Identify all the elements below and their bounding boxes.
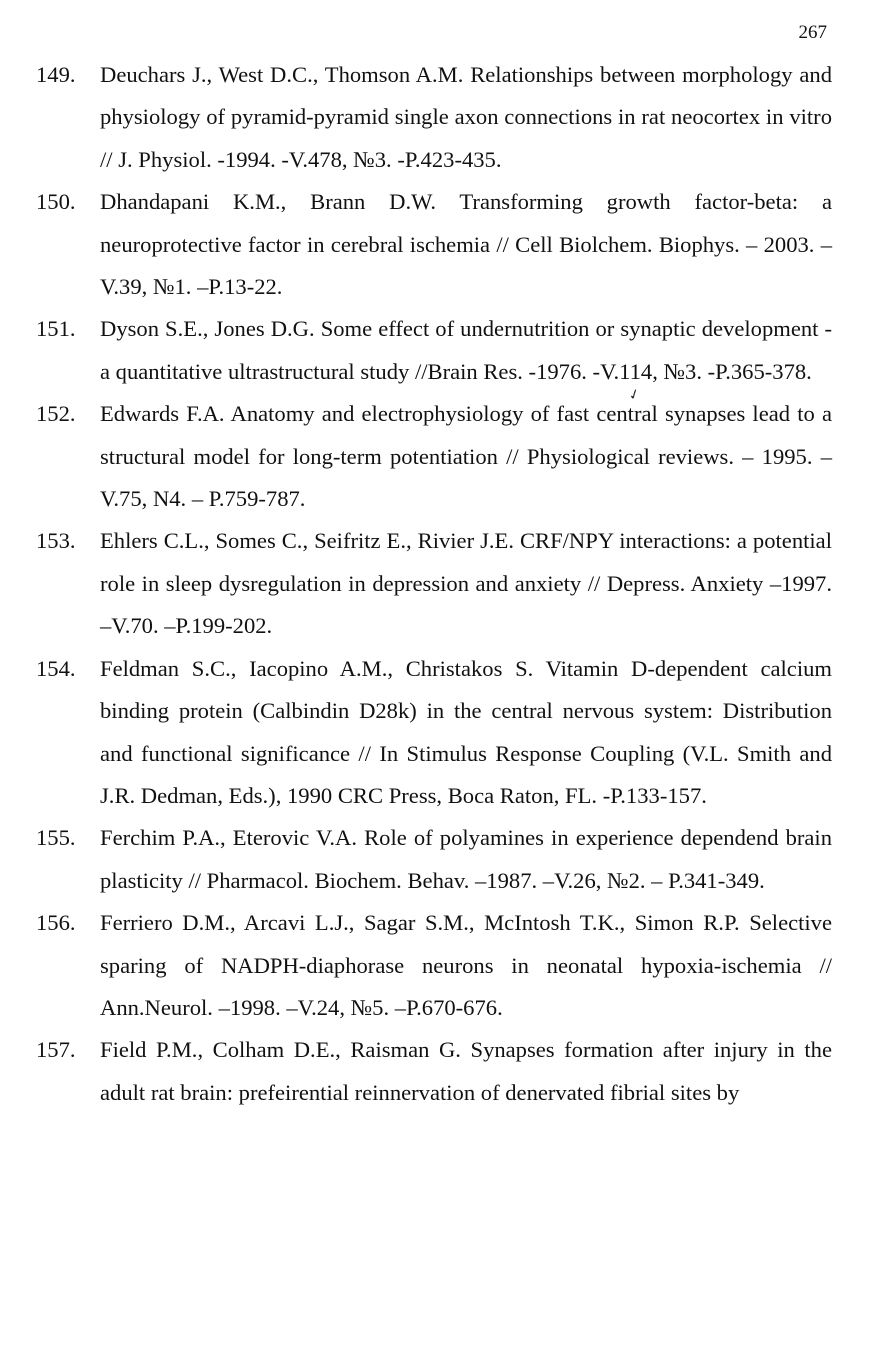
reference-number: 149. [36, 62, 76, 87]
reference-number: 154. [36, 655, 76, 681]
reference-item [36, 1029, 832, 1114]
reference-item [36, 181, 832, 308]
reference-number: 151. [36, 316, 76, 342]
reference-item [36, 393, 832, 520]
reference-number: 156. [36, 910, 76, 936]
reference-item [36, 308, 832, 393]
page-number: 267 [798, 22, 827, 43]
reference-text: Ferriero D.M., Arcavi L.J., Sagar S.M., McIntosh T.K., Simon R.P. Selective sparing of NADPH-diaphorase neurons in neonatal hypoxia-ischemia // Ann.Neurol. –1998. –V.24, №5. –P.670-676. [100, 910, 832, 1020]
reference-number: 152. [36, 401, 76, 427]
reference-item [36, 817, 832, 902]
reference-item [36, 520, 832, 647]
reference-text: Ehlers C.L., Somes C., Seifritz E., Rivier J.E. CRF/NPY interactions: a potential role in sleep dysregulation in depression and anxiety // Depress. Anxiety –1997. –V.70. –P.199-202. [100, 528, 832, 639]
reference-text: Dhandapani K.M., Brann D.W. Transforming growth factor-beta: a neuroprotective factor in cerebral ischemia // Cell Biolchem. Biophys. – 2003. –V.39, №1. –P.13-22. [100, 189, 832, 300]
stray-pen-mark: ✓ [626, 386, 643, 405]
reference-text: Deuchars J., West D.C., Thomson A.M. Relationships between morphology and physiology of pyramid-pyramid single axon connections in rat neocortex in vitro // J. Physiol. -1994. -V.478, №3. -P.423-435. [100, 62, 832, 172]
reference-item [36, 902, 832, 1029]
reference-number: 157. [36, 1037, 76, 1063]
reference-text: Edwards F.A. Anatomy and electrophysiology of fast central synapses lead to a structural model for long-term potentiation // Physiological reviews. – 1995. – V.75, N4. – P.759-787. [100, 401, 832, 512]
reference-text: Feldman S.C., Iacopino A.M., Christakos S. Vitamin D-dependent calcium binding protein (Calbindin D28k) in the central nervous system: Distribution and functional significance // In Stimulus Response Coupling (V.L. Smith and J.R. Dedman, Eds.), 1990 CRC Press, Boca Raton, FL. -P.133-157. [100, 655, 832, 808]
reference-number: 153. [36, 528, 76, 554]
reference-item [36, 648, 832, 818]
reference-text: Dyson S.E., Jones D.G. Some effect of undernutrition or synaptic development - a quantitative ultrastructural study //Brain Res. -1976. -V.114, №3. -P.365-378. [100, 316, 832, 384]
reference-item [36, 54, 832, 181]
reference-list [36, 54, 832, 1114]
reference-number: 155. [36, 825, 76, 851]
reference-number: 150. [36, 189, 76, 215]
reference-text: Ferchim P.A., Eterovic V.A. Role of polyamines in experience dependend brain plasticity // Pharmacol. Biochem. Behav. –1987. –V.26, №2. – P.341-349. [100, 825, 832, 893]
reference-text: Field P.M., Colham D.E., Raisman G. Synapses formation after injury in the adult rat brain: prefeirential reinnervation of denervated fibrial sites by [100, 1037, 832, 1105]
